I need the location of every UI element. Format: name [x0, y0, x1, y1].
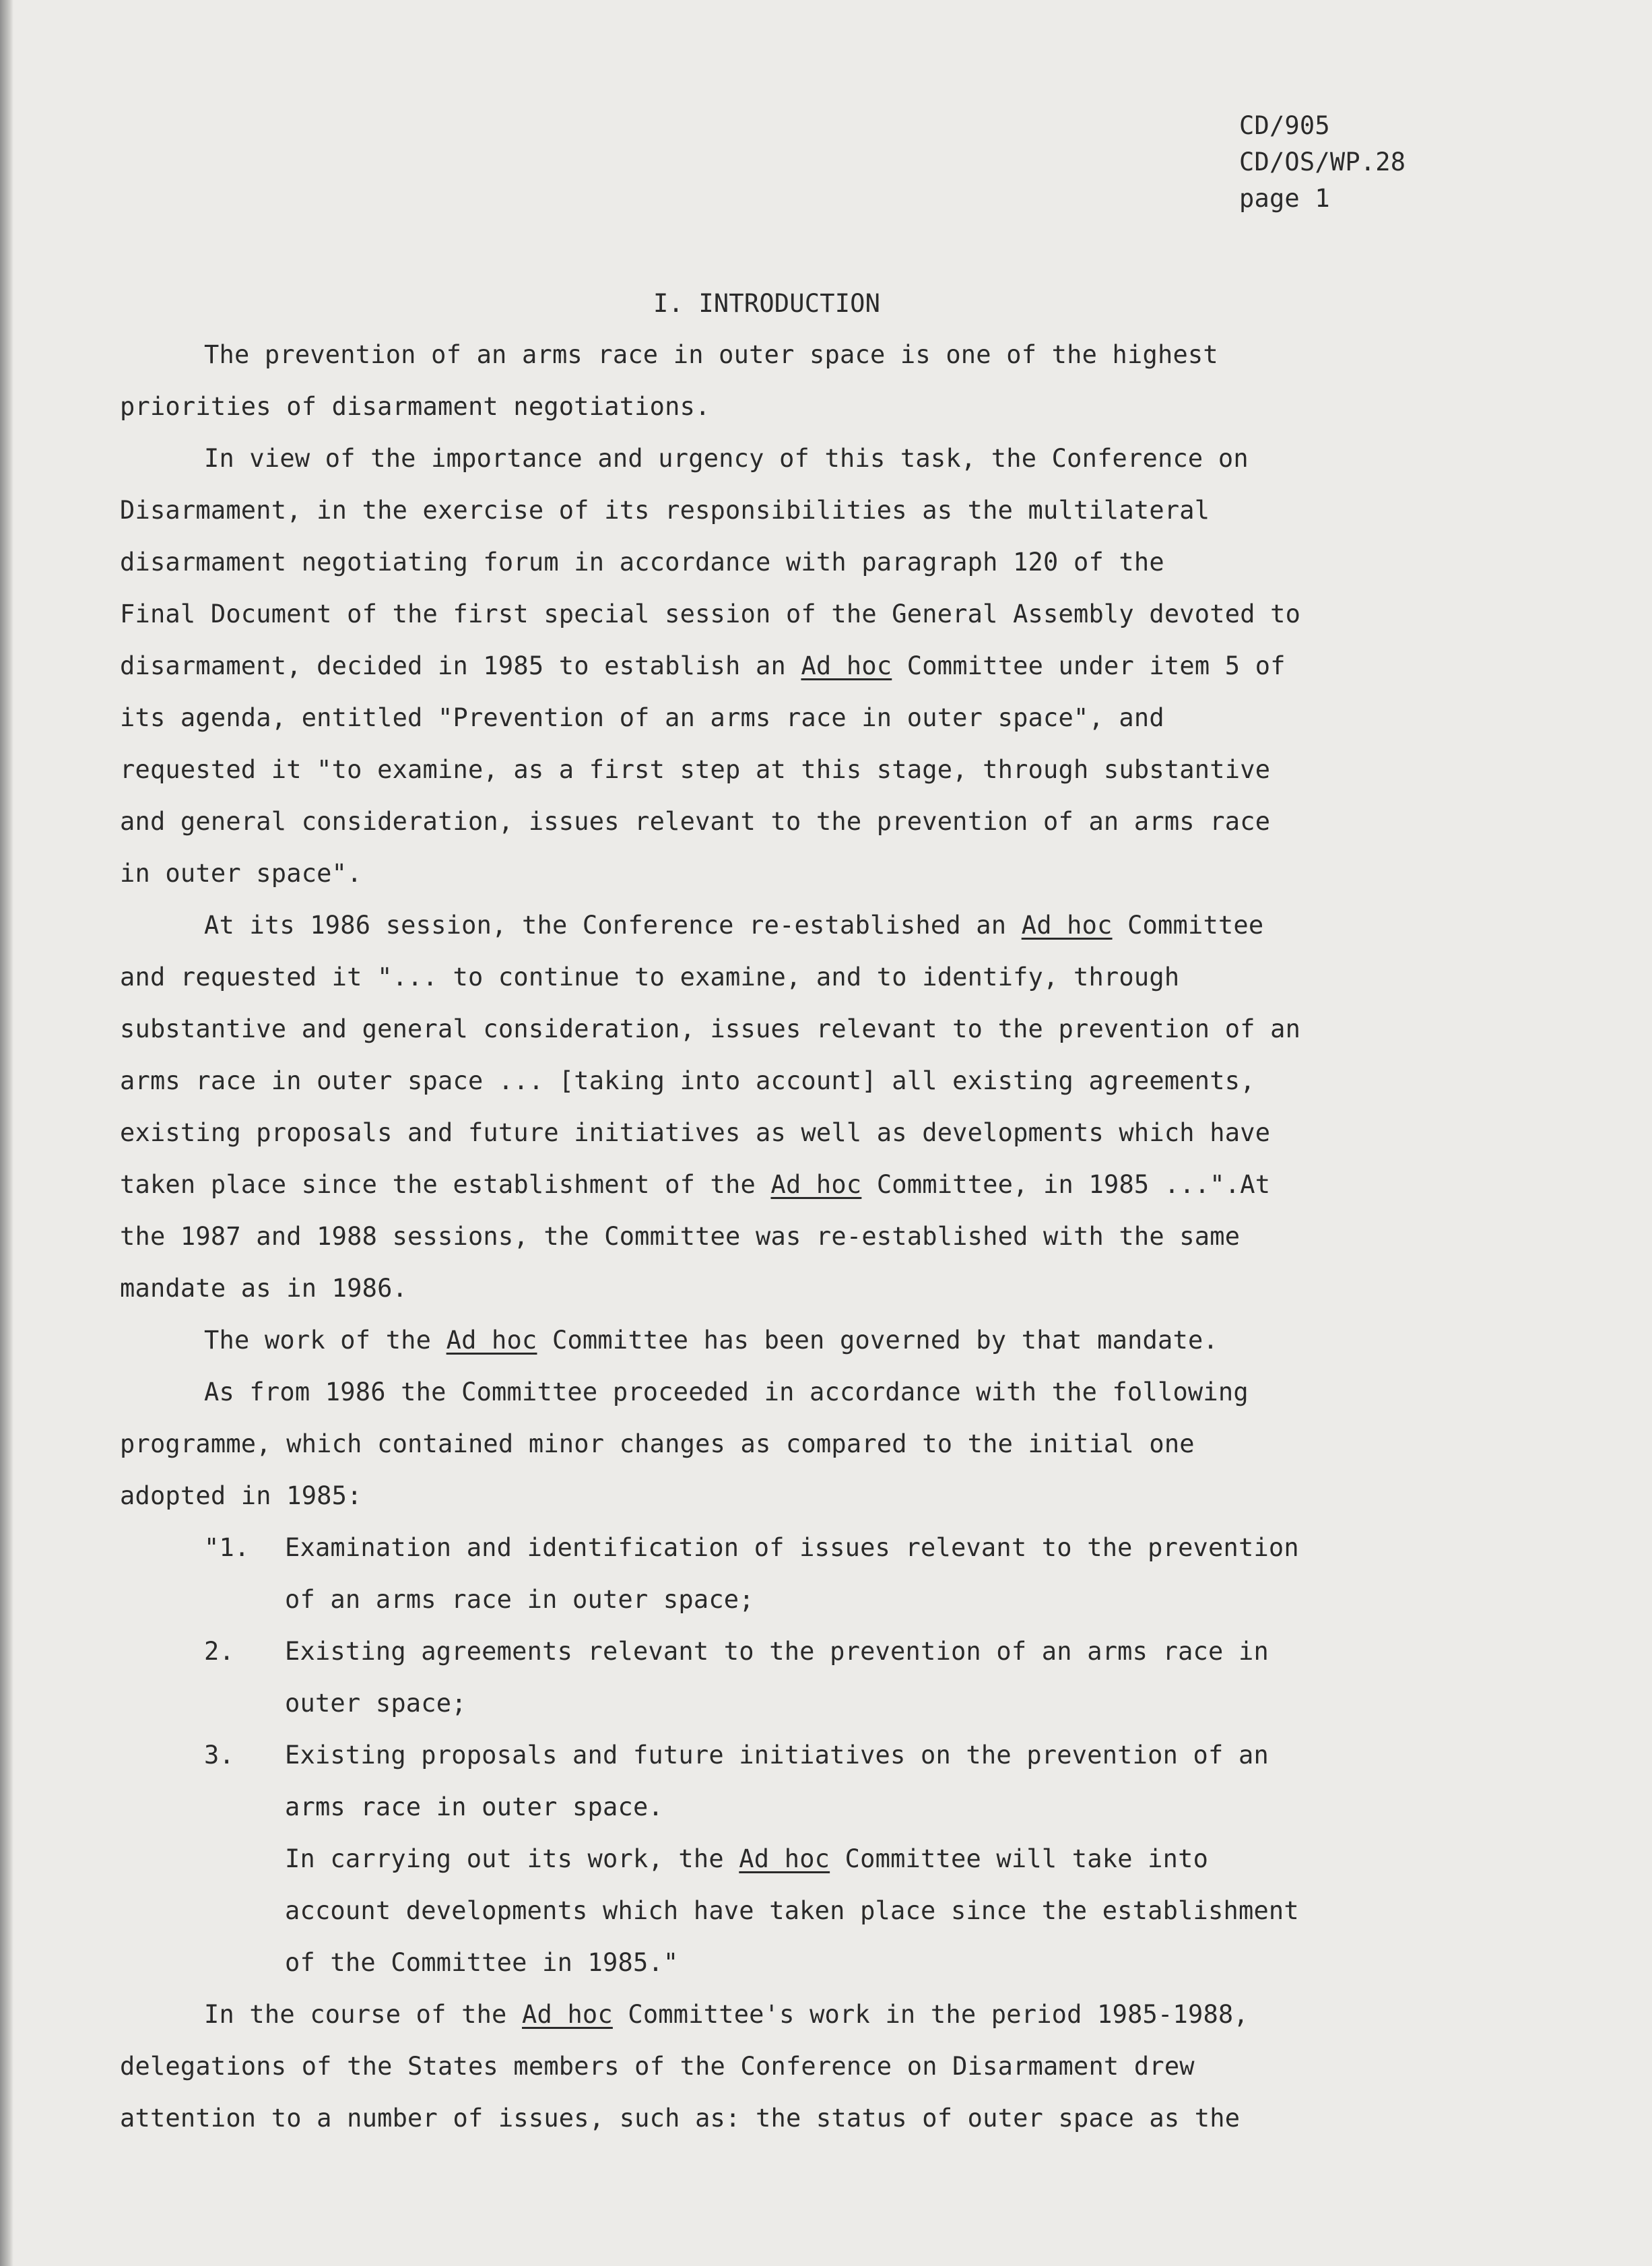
text-line: Final Document of the first special session of the General Assembly devoted to	[120, 600, 1301, 628]
text-segment: Committee	[1127, 911, 1264, 940]
ad-hoc-term: Ad hoc	[801, 651, 892, 680]
text-line: arms race in outer space.	[285, 1792, 663, 1821]
text-line: of the Committee in 1985."	[285, 1948, 679, 1977]
paragraph-4	[120, 1314, 1474, 1366]
text-line: adopted in 1985:	[120, 1481, 362, 1510]
text-segment: The work of the	[204, 1326, 432, 1355]
text-line: the 1987 and 1988 sessions, the Committee was re-established with the same	[120, 1222, 1241, 1251]
text-line	[120, 899, 1474, 951]
text-line: As from 1986 the Committee proceeded in accordance with the following	[204, 1378, 1249, 1406]
text-segment: In carrying out its work, the	[285, 1844, 724, 1873]
text-line: of an arms race in outer space;	[285, 1585, 754, 1614]
text-segment: At	[1240, 1170, 1271, 1199]
text-line: its agenda, entitled "Prevention of an arms race in outer space", and	[120, 703, 1164, 732]
text-segment: At its 1986 session, the Conference re-established an	[204, 911, 1007, 940]
text-line	[120, 1314, 1474, 1366]
text-line	[120, 640, 1474, 692]
text-segment: Committee will take into	[845, 1844, 1209, 1873]
paragraph-3	[120, 899, 1474, 1314]
text-line: The prevention of an arms race in outer space is one of the highest	[204, 340, 1218, 369]
paragraph-2	[120, 432, 1474, 899]
text-line: requested it "to examine, as a first step at this stage, through substantive	[120, 755, 1271, 784]
paragraph-6	[120, 1988, 1474, 2144]
text-line: In view of the importance and urgency of this task, the Conference on	[204, 444, 1249, 473]
document-symbol	[1239, 108, 1406, 217]
text-line: Examination and identification of issues relevant to the prevention	[285, 1533, 1299, 1562]
symbol-line-1: CD/905	[1239, 111, 1330, 140]
text-line: Existing agreements relevant to the prevention of an arms race in	[285, 1637, 1269, 1666]
text-line: Existing proposals and future initiatives on the prevention of an	[285, 1741, 1269, 1770]
text-line	[285, 1833, 1474, 1885]
text-segment: disarmament, decided in 1985 to establish an	[120, 651, 786, 680]
text-line: substantive and general consideration, issues relevant to the prevention of an	[120, 1014, 1301, 1043]
text-line: outer space;	[285, 1689, 467, 1718]
text-segment: Committee under item 5 of	[906, 651, 1286, 680]
text-line	[120, 1988, 1474, 2040]
text-line: Disarmament, in the exercise of its responsibilities as the multilateral	[120, 496, 1210, 525]
text-line: and requested it "... to continue to examine, and to identify, through	[120, 963, 1180, 992]
item-number: 2.	[204, 1637, 234, 1666]
text-segment: taken place since the establishment of the	[120, 1170, 756, 1199]
paragraph-5	[120, 1366, 1474, 1522]
ad-hoc-term: Ad hoc	[770, 1170, 862, 1199]
text-segment	[120, 1170, 1240, 1199]
text-line: priorities of disarmament negotiations.	[120, 392, 711, 421]
programme-item-3	[120, 1729, 1474, 1833]
text-line: account developments which have taken place since the establishment	[285, 1896, 1299, 1925]
section-heading: I. INTRODUCTION	[653, 289, 881, 318]
text-segment: Committee has been governed by that mandate.	[552, 1326, 1218, 1355]
text-line: programme, which contained minor changes as compared to the initial one	[120, 1429, 1195, 1458]
ad-hoc-term: Ad hoc	[739, 1844, 830, 1873]
programme-note	[120, 1833, 1474, 1988]
item-number: 3.	[204, 1741, 234, 1770]
ad-hoc-term: Ad hoc	[1021, 911, 1113, 940]
ad-hoc-term: Ad hoc	[522, 2000, 613, 2029]
programme-item-2	[120, 1625, 1474, 1729]
ad-hoc-term: Ad hoc	[446, 1326, 537, 1355]
paragraph-1	[120, 329, 1474, 432]
document-body	[120, 329, 1474, 2144]
text-line: delegations of the States members of the Conference on Disarmament drew	[120, 2052, 1195, 2081]
text-line: and general consideration, issues relevant to the prevention of an arms race	[120, 807, 1271, 836]
symbol-line-2: CD/OS/WP.28	[1239, 148, 1406, 176]
text-line: arms race in outer space ... [taking into account] all existing agreements,	[120, 1066, 1255, 1095]
text-segment: In the course of the	[204, 2000, 507, 2029]
symbol-line-3: page 1	[1239, 184, 1330, 213]
text-line: in outer space".	[120, 859, 362, 888]
programme-item-1	[120, 1522, 1474, 1625]
text-segment: Committee's work in the period 1985-1988,	[628, 2000, 1249, 2029]
text-segment: Committee, in 1985 ...".	[876, 1170, 1241, 1199]
item-number: "1.	[204, 1533, 250, 1562]
text-line	[120, 1159, 1474, 1210]
text-line: disarmament negotiating forum in accordance with paragraph 120 of the	[120, 548, 1164, 577]
text-line: existing proposals and future initiatives as well as developments which have	[120, 1118, 1271, 1147]
text-line: attention to a number of issues, such as: the status of outer space as the	[120, 2104, 1241, 2133]
text-line: mandate as in 1986.	[120, 1274, 408, 1303]
